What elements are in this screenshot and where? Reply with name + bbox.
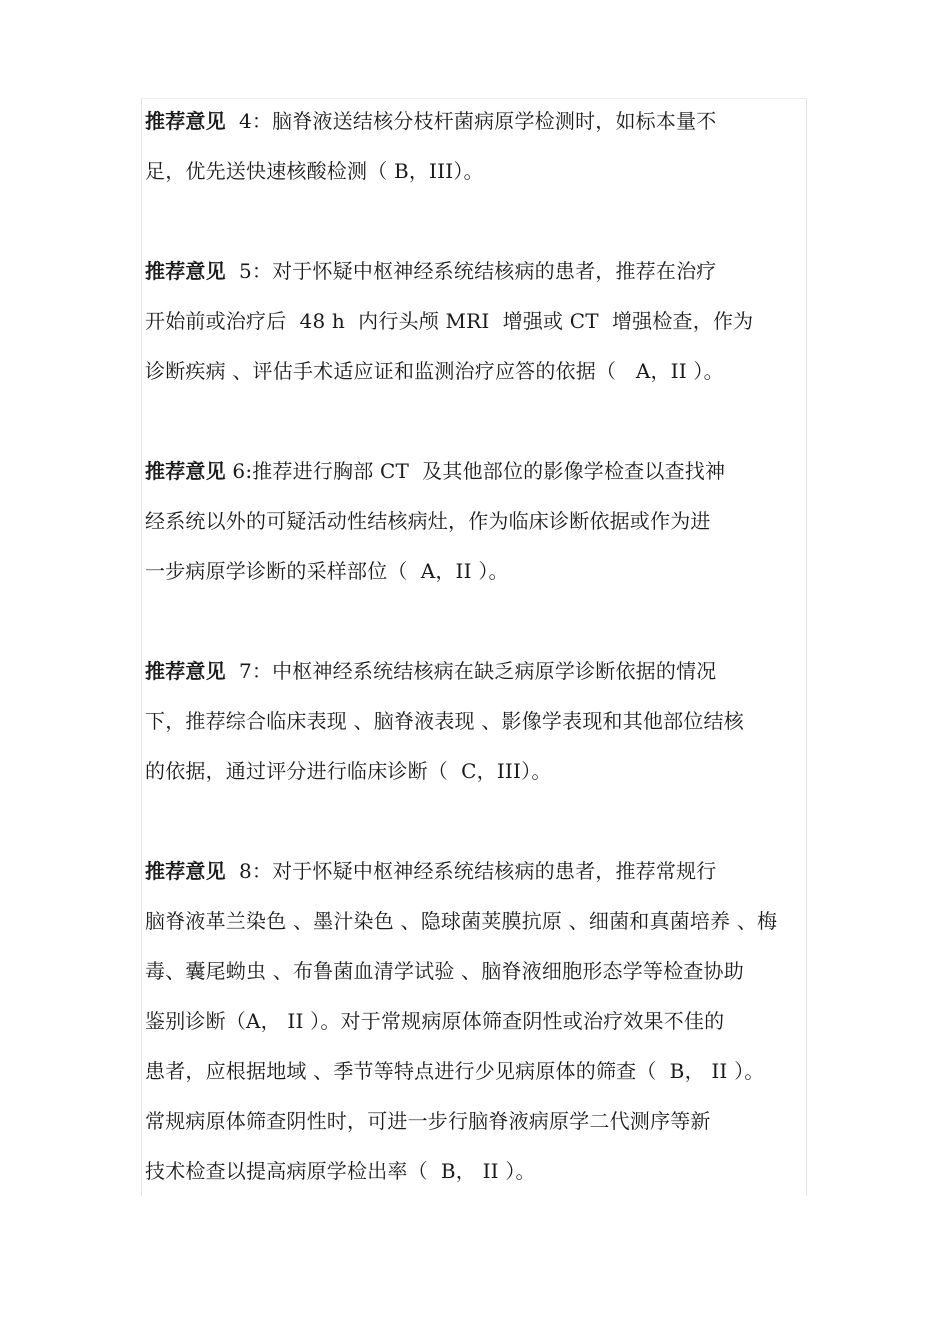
text-line: 毒、囊尾蚴虫 、布鲁菌血清学试验 、脑脊液细胞形态学等检查协助 (145, 959, 744, 983)
recommendation-5 (145, 246, 815, 396)
document-body (145, 96, 815, 1246)
recommendation-label: 推荐意见 (145, 259, 226, 283)
text-line: 下，推荐综合临床表现 、脑脊液表现 、影像学表现和其他部位结核 (145, 709, 744, 733)
recommendation-text: ：中枢神经系统结核病在缺乏病原学诊断依据的情况 (251, 659, 717, 683)
text-line: 的依据，通过评分进行临床诊断（ C，III）。 (145, 759, 552, 783)
recommendation-number: 7 (238, 659, 252, 683)
text-line: 开始前或治疗后 48 h 内行头颅 MRI 增强或 CT 增强检查，作为 (145, 309, 754, 333)
recommendation-text: ：脑脊液送结核分枝杆菌病原学检测时，如标本量不 (251, 109, 717, 133)
text-line: 鉴别诊断（A， II ）。对于常规病原体筛查阴性或治疗效果不佳的 (145, 1009, 725, 1033)
recommendation-6 (145, 446, 815, 596)
recommendation-number: 8 (238, 859, 252, 883)
text-line (145, 846, 815, 896)
recommendation-text: ：对于怀疑中枢神经系统结核病的患者，推荐在治疗 (251, 259, 717, 283)
text-line (145, 446, 815, 496)
text-line: 技术检查以提高病原学检出率（ B， II ）。 (145, 1159, 536, 1183)
text-line: 常规病原体筛查阴性时，可进一步行脑脊液病原学二代测序等新 (145, 1109, 711, 1133)
recommendation-label: 推荐意见 (145, 859, 226, 883)
recommendation-8 (145, 846, 815, 1196)
recommendation-number: 5 (238, 259, 252, 283)
text-line: 足，优先送快速核酸检测（ B，III）。 (145, 159, 484, 183)
recommendation-number: 4 (238, 109, 252, 133)
text-line (145, 246, 815, 296)
recommendation-7 (145, 646, 815, 796)
recommendation-text: ：对于怀疑中枢神经系统结核病的患者，推荐常规行 (251, 859, 717, 883)
recommendation-label: 推荐意见 (145, 659, 226, 683)
text-line: 一步病原学诊断的采样部位（ A，II ）。 (145, 559, 509, 583)
recommendation-4 (145, 96, 815, 196)
text-line (145, 96, 815, 146)
text-line: 诊断疾病 、评估手术适应证和监测治疗应答的依据（ A，II ）。 (145, 359, 724, 383)
recommendation-number: 6 (232, 459, 246, 483)
recommendation-label: 推荐意见 (145, 109, 226, 133)
text-line: 经系统以外的可疑活动性结核病灶，作为临床诊断依据或作为进 (145, 509, 711, 533)
text-line: 脑脊液革兰染色 、墨汁染色 、隐球菌荚膜抗原 、细菌和真菌培养 、梅 (145, 909, 778, 933)
recommendation-label: 推荐意见 (145, 459, 226, 483)
text-line (145, 646, 815, 696)
recommendation-text: :推荐进行胸部 CT 及其他部位的影像学检查以查找神 (245, 459, 726, 483)
text-line: 患者，应根据地域 、季节等特点进行少见病原体的筛查（ B， II ）。 (145, 1059, 765, 1083)
